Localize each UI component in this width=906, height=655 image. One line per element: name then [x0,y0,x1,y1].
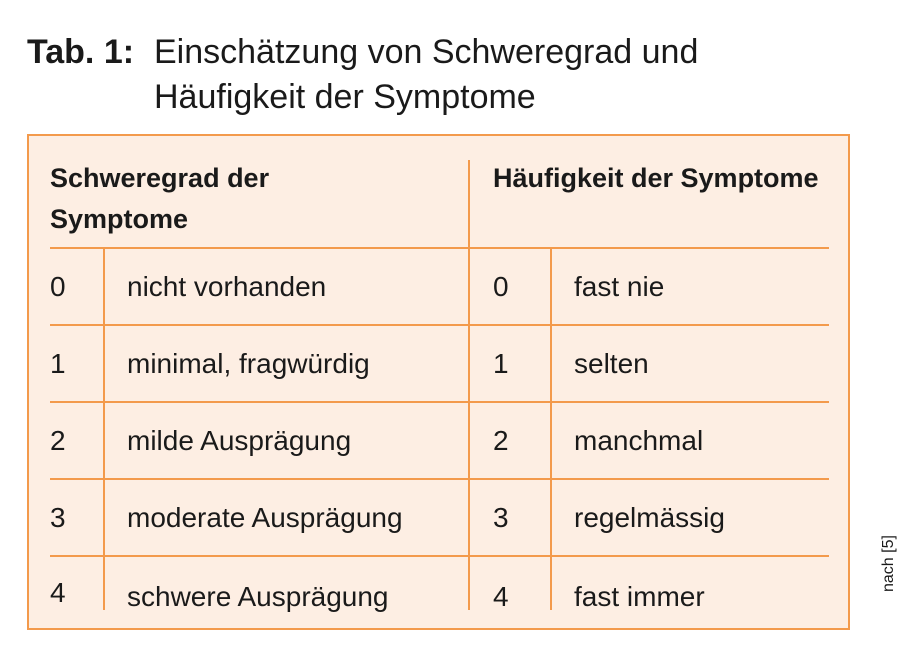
severity-label: nicht vorhanden [127,271,327,302]
severity-label: schwere Ausprägung [127,581,389,612]
row-divider [50,324,829,326]
severity-label: moderate Ausprägung [127,502,403,533]
row-divider [50,478,829,480]
source-note: nach [5] [880,535,897,592]
severity-score: 1 [50,348,66,379]
row-divider [50,555,829,557]
severity-score: 4 [50,577,66,608]
caption-label: Tab. 1: [27,33,135,71]
severity-header: Schweregrad der Symptome [50,163,270,234]
symptom-table [27,134,850,630]
column-divider [468,160,470,610]
frequency-header: Häufigkeit der Symptome [493,163,819,193]
severity-score: 0 [50,271,66,302]
frequency-label: selten [574,348,649,379]
frequency-score: 2 [493,425,509,456]
frequency-score: 4 [493,581,509,612]
row-divider [50,401,829,403]
caption-title: Einschätzung von Schweregrad und Häufigkeit der Symptome [154,33,699,116]
frequency-label: manchmal [574,425,704,456]
severity-label: minimal, fragwürdig [127,348,370,379]
severity-score: 2 [50,425,66,456]
frequency-label: regelmässig [574,502,725,533]
severity-label: milde Ausprägung [127,425,352,456]
severity-score: 3 [50,502,66,533]
frequency-label: fast immer [574,581,705,612]
frequency-score: 3 [493,502,509,533]
frequency-label: fast nie [574,271,665,302]
frequency-score: 0 [493,271,509,302]
frequency-score: 1 [493,348,509,379]
header-divider [50,247,829,249]
